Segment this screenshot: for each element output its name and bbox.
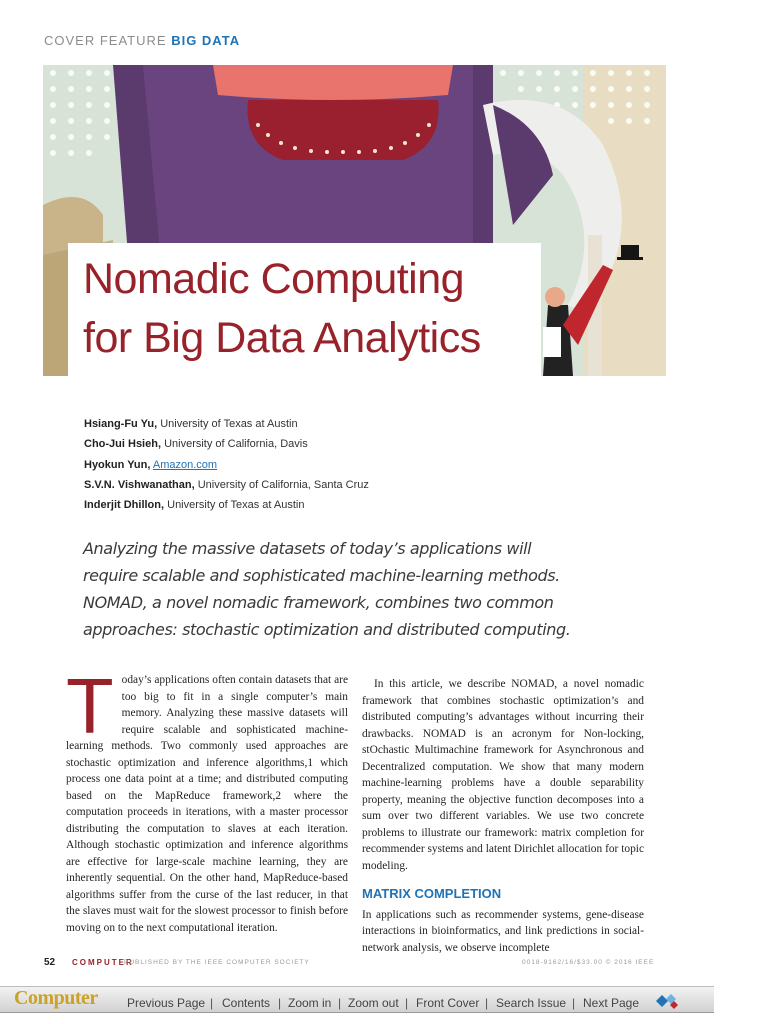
cover-feature-label: COVER FEATURE BIG DATA (44, 33, 241, 48)
nav-separator: | (338, 996, 342, 1010)
nav-separator: | (485, 996, 489, 1010)
body-column-1 (66, 662, 348, 936)
author-item: Hyokun Yun, Amazon.com (84, 458, 218, 471)
author-item: S.V.N. Vishwanathan, University of California, Santa Cruz (84, 478, 369, 491)
magazine-logo-icon[interactable] (654, 991, 680, 1009)
author-list (84, 417, 369, 518)
title-line-2: for Big Data Analytics (83, 314, 481, 362)
nav-search-issue[interactable]: Search Issue (496, 996, 567, 1010)
computer-logo[interactable]: Computer (14, 987, 98, 1009)
nav-zoom-in[interactable]: Zoom in (288, 996, 332, 1010)
author-item: Cho-Jui Hsieh, University of California, Davis (84, 438, 308, 451)
affiliation-link[interactable]: Amazon.com (152, 458, 218, 471)
abstract-line: require scalable and sophisticated machine-learning methods. (83, 566, 560, 585)
author-item: Hsiang-Fu Yu, University of Texas at Austin (84, 418, 298, 430)
nav-separator: | (405, 996, 409, 1010)
nav-contents[interactable]: Contents (222, 996, 271, 1010)
magazine-name: COMPUTER (72, 958, 134, 967)
article-abstract (83, 535, 571, 643)
nav-separator: | (572, 996, 576, 1010)
drop-cap: T (66, 662, 114, 750)
nav-zoom-out[interactable]: Zoom out (348, 996, 399, 1010)
body-column-2 (362, 676, 644, 956)
abstract-line: approaches: stochastic optimization and distributed computing. (83, 620, 571, 639)
section-heading: MATRIX COMPLETION (362, 886, 502, 901)
publisher-line: PUBLISHED BY THE IEEE COMPUTER SOCIETY (124, 959, 310, 966)
abstract-line: NOMAD, a novel nomadic framework, combines two common (83, 593, 554, 612)
body-paragraph: In applications such as recommender systems, gene-disease interactions in bioinformatics, and link predictions in social-network analysis, we observe incomplete (362, 908, 644, 954)
author-item: Inderjit Dhillon, University of Texas at Austin (84, 499, 305, 512)
article-title (83, 250, 481, 368)
page-number: 52 (44, 957, 56, 968)
copyright-line: 0018-9162/16/$33.00 © 2016 IEEE (522, 959, 655, 966)
nav-previous-page[interactable]: Previous Page (127, 996, 206, 1010)
body-paragraph: In this article, we describe NOMAD, a novel nomadic framework that combines stochastic optimization’s and distributed computing’s advantages without incurring their drawbacks. NOMAD is an acronym for Non-locking, stOchastic Multimachine framework for Asynchronous and Decentralized computation. We show that many modern machine-learning problems have a double separability property, meaning the objective function decomposes into a sum over two different variables. We use two concrete problems to illustrate our framework: matrix completion for recommender systems and latent Dirichlet allocation for topic modeling. (362, 678, 644, 872)
title-line-1: Nomadic Computing (83, 255, 465, 303)
abstract-line: Analyzing the massive datasets of today’s applications will (83, 539, 532, 558)
nav-front-cover[interactable]: Front Cover (416, 996, 480, 1010)
body-paragraph: oday’s applications often contain datasets that are too big to fit in a single computer’s main memory. Analyzing these massive datasets will require scalable and sophisticated machine-learning methods. Two commonly used approaches are stochastic optimization and inference algorithms,1 which process one data point at a time; and distributed computing based on the MapReduce framework,2 where the computation proceeds in iterations, with a master processor distributing the computation to slaves at each iteration. Although stochastic optimization and inference algorithms are effective for large-scale machine learning, they are inherently sequential. On the other hand, MapReduce-based algorithms suffer from the curse of the last reducer, in that the slaves must wait for the slowest processor to finish before moving on to the next computational iteration. (66, 674, 348, 934)
nav-separator: | (278, 996, 282, 1010)
nav-separator: | (210, 996, 214, 1010)
nav-next-page[interactable]: Next Page (583, 996, 640, 1010)
